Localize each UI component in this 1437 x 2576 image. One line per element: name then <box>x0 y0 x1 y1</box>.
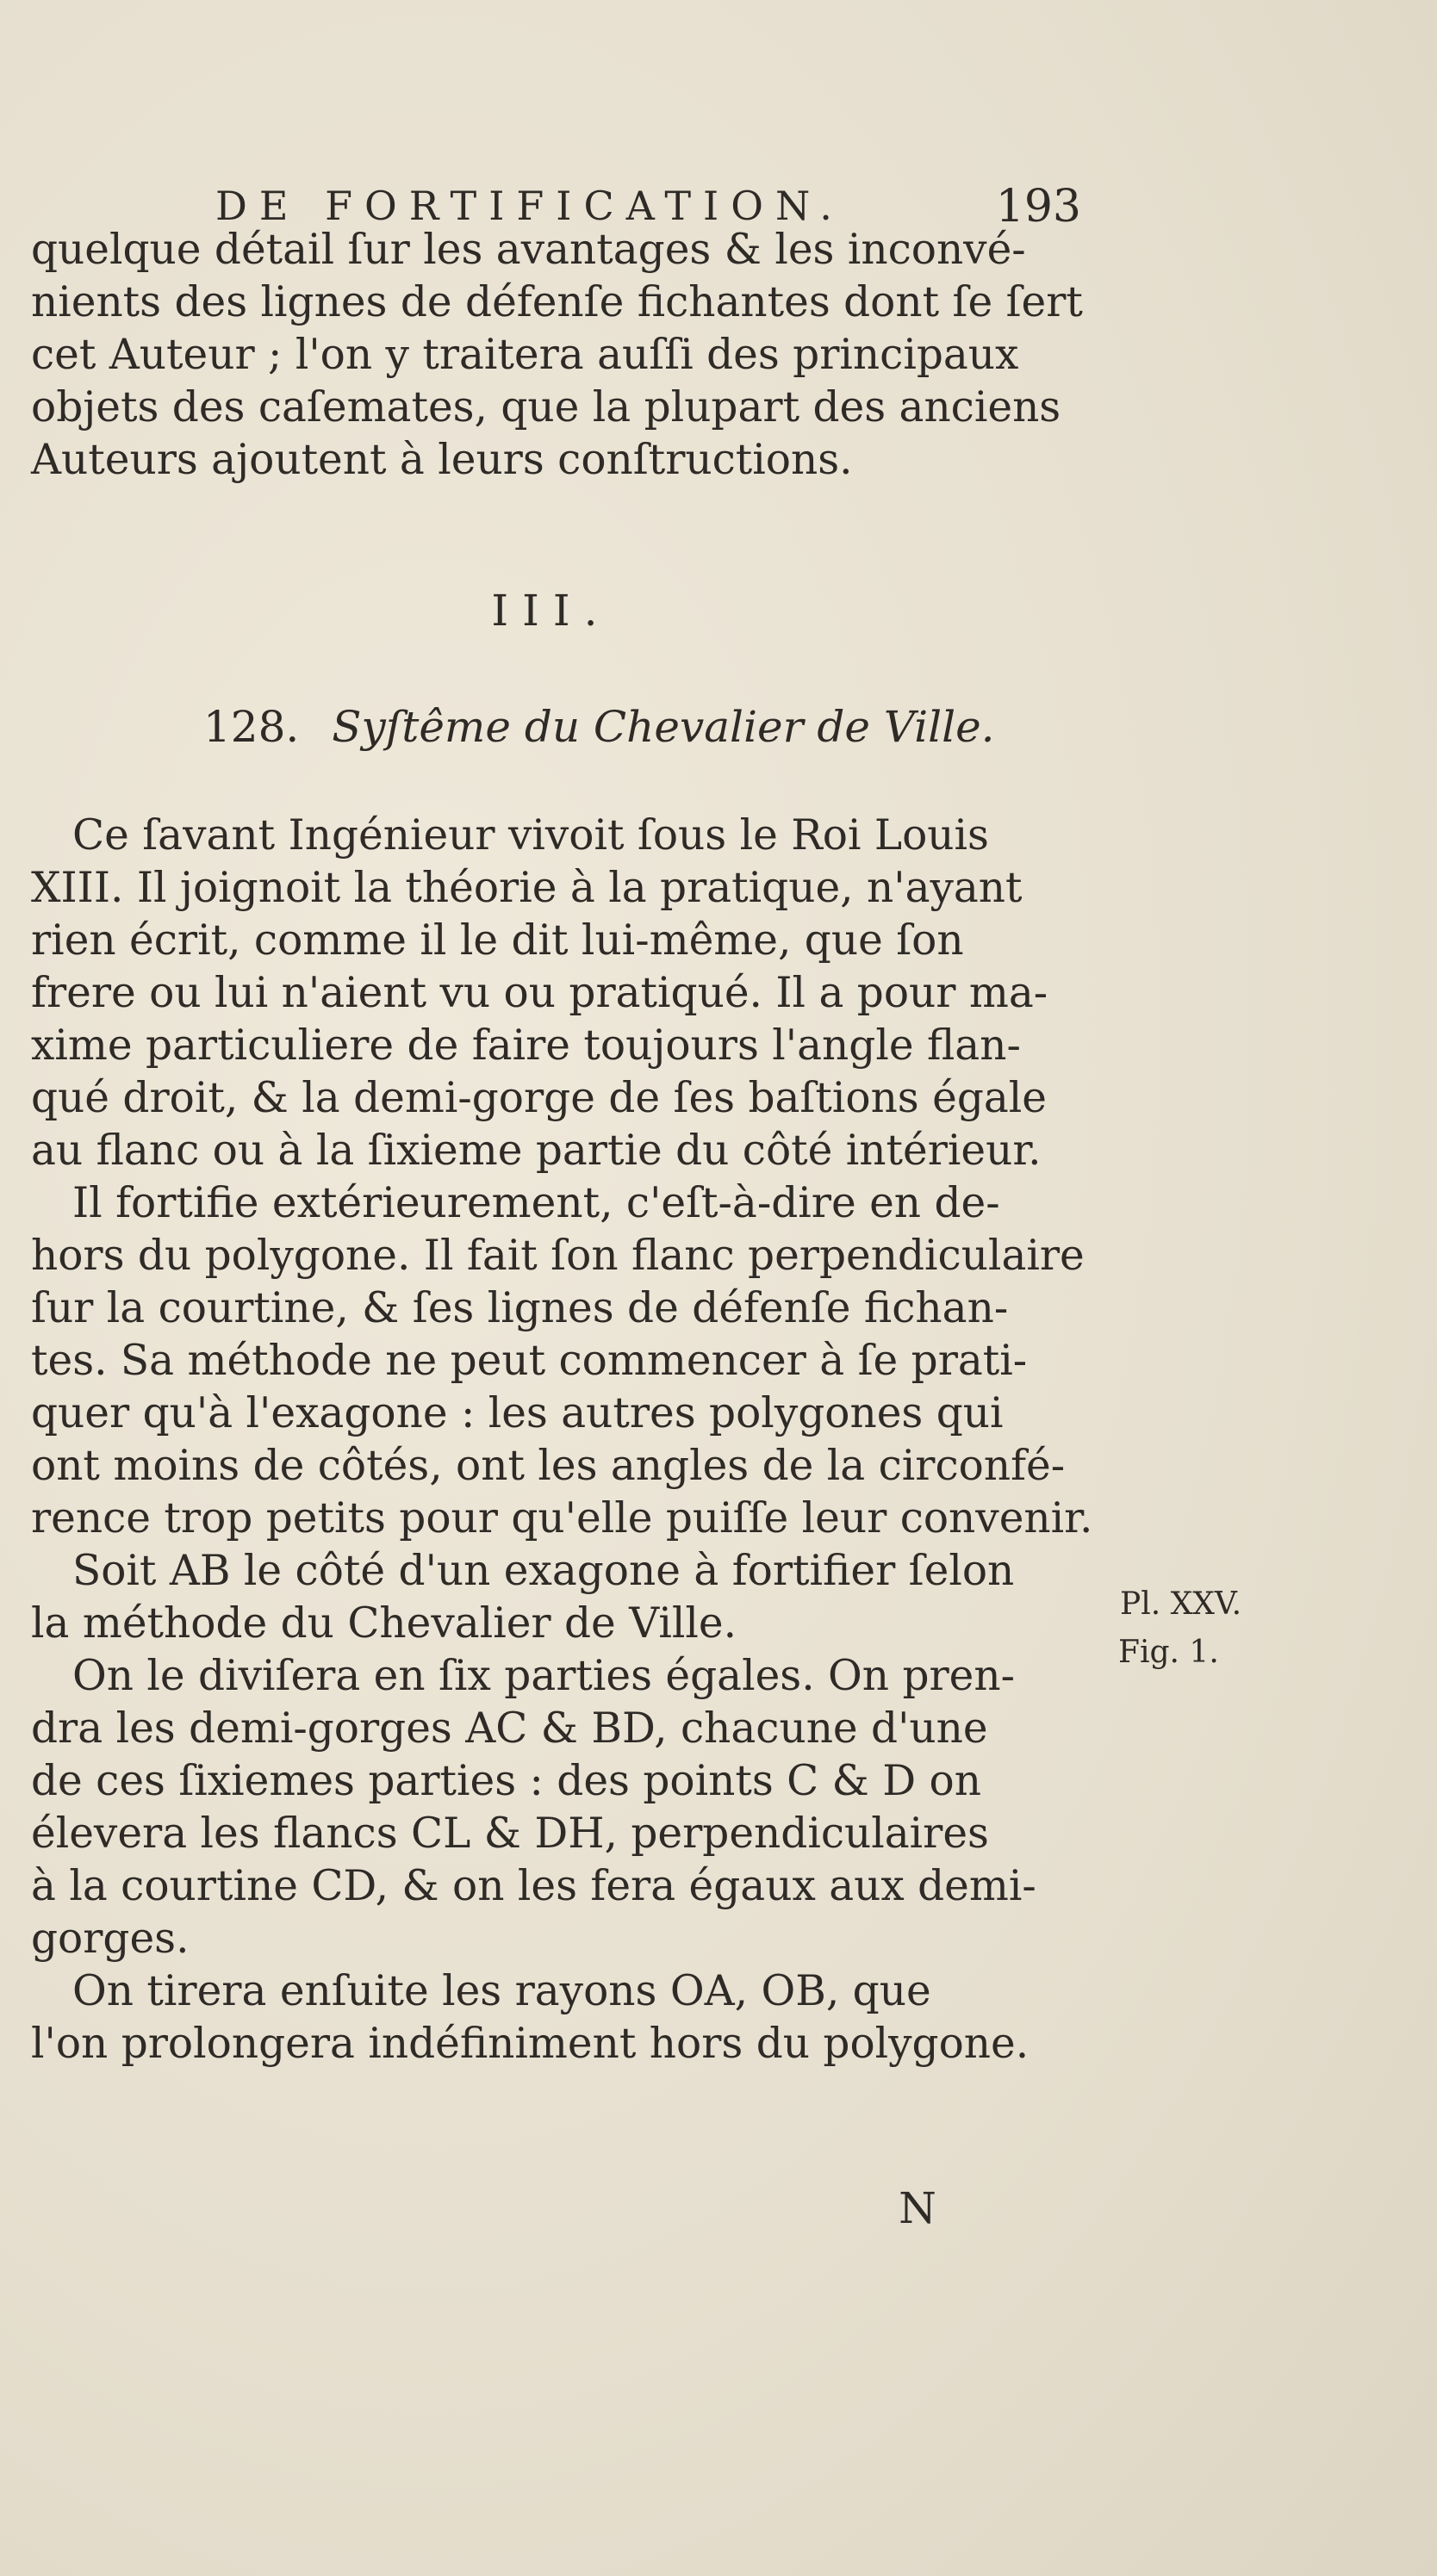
page-number: 193 <box>995 181 1081 233</box>
section-heading <box>203 702 1065 752</box>
text-line: nients des lignes de défenſe fichantes dont ſe ſert <box>31 278 1083 326</box>
text-line: Il fortifie extérieurement, c'eſt-à-dire en de- <box>72 1179 1000 1227</box>
text-line: qué droit, & la demi-gorge de ſes baſtions égale <box>31 1074 1047 1122</box>
text-line: objets des caſemates, que la plupart des anciens <box>31 383 1061 431</box>
text-line: On tirera enſuite les rayons OA, OB, que <box>72 1967 931 2015</box>
body-text <box>31 810 1099 2070</box>
catchword: N <box>899 2183 936 2233</box>
text-line: Soit AB le côté d'un exagone à fortifier ſelon <box>72 1547 1015 1595</box>
margin-note-figure: Fig. 1. <box>1118 1635 1219 1670</box>
text-line: dra les demi-gorges AC & BD, chacune d'une <box>31 1704 988 1753</box>
article-number: 128. <box>203 702 300 752</box>
text-line: On le diviſera en ſix parties égales. On pren- <box>72 1652 1015 1700</box>
text-line: Ce ſavant Ingénieur vivoit ſous le Roi Louis <box>72 811 989 860</box>
text-line: hors du polygone. Il fait ſon flanc perpendiculaire <box>31 1232 1085 1280</box>
text-line: rence trop petits pour qu'elle puiſſe leur convenir. <box>31 1494 1093 1542</box>
text-line: la méthode du Chevalier de Ville. <box>31 1599 737 1648</box>
text-line: l'on prolongera indéfiniment hors du polygone. <box>31 2020 1030 2068</box>
text-line: quer qu'à l'exagone : les autres polygones qui <box>31 1389 1004 1437</box>
section-numeral: III. <box>491 586 612 636</box>
text-line: à la courtine CD, & on les fera égaux aux demi- <box>31 1862 1036 1910</box>
text-line: ont moins de côtés, ont les angles de la circonfé- <box>31 1442 1066 1490</box>
text-line: tes. Sa méthode ne peut commencer à ſe prati- <box>31 1337 1028 1385</box>
text-line: élevera les flancs CL & DH, perpendiculaires <box>31 1809 989 1858</box>
text-line: au flanc ou à la ſixieme partie du côté intérieur. <box>31 1127 1042 1175</box>
text-line: gorges. <box>31 1915 190 1963</box>
text-line: XIII. Il joignoit la théorie à la pratique, n'ayant <box>31 864 1023 912</box>
text-line: xime particuliere de faire toujours l'angle flan- <box>31 1021 1021 1070</box>
text-line: ſur la courtine, & ſes lignes de défenſe fichan- <box>31 1284 1009 1332</box>
text-line: rien écrit, comme il le dit lui-même, que ſon <box>31 916 964 965</box>
running-title: DE FORTIFICATION. <box>215 183 844 229</box>
text-line: quelque détail ſur les avantages & les inconvé- <box>31 226 1026 274</box>
intro-paragraph <box>31 224 1099 487</box>
text-line: frere ou lui n'aient vu ou pratiqué. Il a pour ma- <box>31 969 1048 1017</box>
text-line: Auteurs ajoutent à leurs conſtructions. <box>31 436 853 484</box>
text-line: de ces ſixiemes parties : des points C & D on <box>31 1757 981 1805</box>
text-line: cet Auteur ; l'on y traitera auſſi des principaux <box>31 331 1019 379</box>
margin-note-plate: Pl. XXV. <box>1120 1586 1242 1622</box>
section-title: Syſtême du Chevalier de Ville. <box>332 702 995 752</box>
